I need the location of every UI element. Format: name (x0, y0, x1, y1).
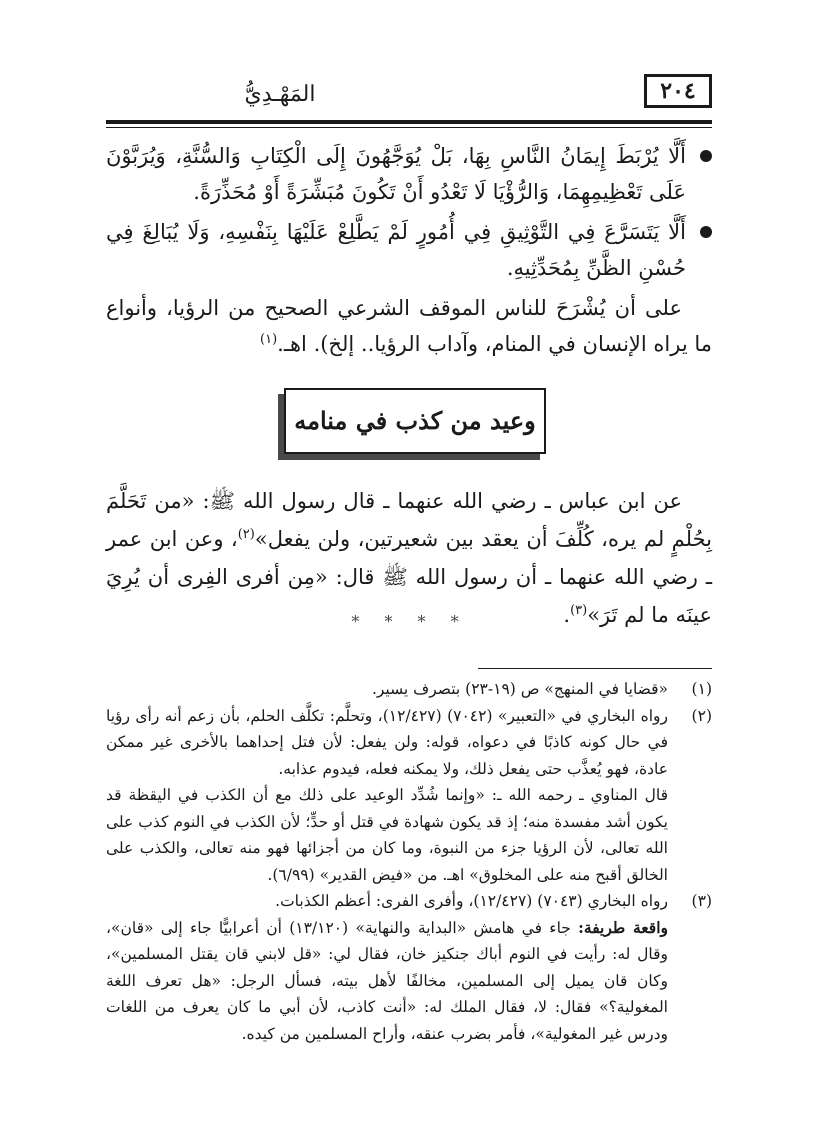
footnote-text: «قضايا في المنهج» ص (١٩-٢٣) بتصرف يسير. (371, 680, 668, 698)
footnote-ref[interactable]: (٣) (570, 603, 588, 618)
bullet-item (106, 138, 712, 210)
header-rule-thin (106, 127, 712, 128)
footnote-story (106, 915, 712, 1048)
footnote-ref[interactable]: (١) (260, 332, 278, 347)
paragraph-text: على أن يُشْرَحَ للناس الموقف الشرعي الصحيح من الرؤيا، وأنواع ما يراه الإنسان في المنام، وآداب الرؤيا.. إلخ). اهـ. (106, 296, 712, 356)
footnote-text: رواه البخاري (٧٠٤٣) (١٢/٤٢٧)، وأفرى الفرى: أعظم الكذبات. (275, 892, 668, 910)
paragraph-text: عن ابن عباس ـ رضي الله عنهما ـ قال رسول الله ﷺ: «من تَحَلَّمَ بِحُلْمٍ لم يره، كُلِّفَ أن يعقد بين شعيرتين، ولن يفعل» (106, 489, 712, 551)
section-title-frame (278, 388, 550, 462)
page-number: ٢٠٤ (644, 74, 712, 108)
paragraph-text: ، وعن ابن عمر ـ رضي الله عنهما ـ أن رسول الله ﷺ قال: «مِن أفرى الفِرى أن يُرِيَ عينَه ما لم تَرَ» (106, 527, 712, 627)
running-title: المَهْـدِيُّ (244, 82, 316, 107)
footnote-continuation: قال المناوي ـ رحمه الله ـ: «وإنما شُدِّد الوعيد على ذلك مع أن الكذب في اليقظة قد يكون أشد مفسدة منه؛ إذ قد يكون شهادة في قتل أو حدٍّ؛ لأن الكذب في النوم كذب على الله تعالى، لأن الرؤيا جزء من النبوة، وما كان من أجزائها فهو منه تعالى، والكذب على الخالق أقبح منه على المخلوق» اهـ. من «فيض القدير» (٦/٩٩). (106, 786, 668, 884)
story-text: جاء في هامش «البداية والنهاية» (١٣/١٢٠) أن أعرابيًّا جاء إلى «قان»، وقال له: رأيت في النوم أباك جنكيز خان، فقال لي: «قل لابني قان يقتل المسلمين»، وكان قان يميل إلى المسلمين، مخالفًا لأهل بيته، فسأل الرجل: «هل تعرف اللغة المغولية؟» فقال: لا، فقال الملك له: «أنت كاذب، لأن أبي ما كان يعرف من اللغات ودرس غير المغولية»، فأمر بضرب عنقه، وأراح المسلمين من كيده. (106, 918, 668, 1043)
footnote-text: رواه البخاري في «التعبير» (٧٠٤٢) (١٢/٤٢٧)، وتحلَّم: تكلَّف الحلم، بأن زعم أنه رأى رؤيا في حال كونه كاذبًا في دعواه، قوله: ولن يفعل: لأن فتل إحداهما بالأخرى غير ممكن عادة، فهو يُعذَّب حتى يفعل ذلك، ولا يمكنه فعله، فيدوم عذابه. (106, 706, 668, 778)
paragraph-end: . (563, 603, 571, 627)
main-text (106, 138, 712, 362)
footnote-ref[interactable]: (٢) (237, 527, 255, 542)
footnote-number: (١) (691, 680, 712, 698)
footnote (106, 888, 712, 915)
paragraph (106, 290, 712, 362)
bullet-text: أَلَّا يُرْبَطَ إِيمَانُ النَّاسِ بِهَا، بَلْ يُوَجَّهُونَ إِلَى الْكِتَابِ وَالسُّنَّةِ، وَيُرَبَّوْنَ عَلَى تَعْظِيمِهِمَا، وَالرُّؤْيَا لَا تَعْدُو أَنْ تَكُونَ مُبَشِّرَةً أَوْ مُحَذِّرَةً. (106, 144, 686, 204)
bullet-item (106, 214, 712, 286)
section-title: وعيد من كذب في منامه (284, 388, 546, 454)
footnote-rule (478, 668, 712, 669)
bullet-text: أَلَّا يَتَسَرَّعَ فِي التَّوْثِيقِ فِي أُمُورٍ لَمْ يَطَّلِعْ عَلَيْهَا بِنَفْسِهِ، وَلَا يُبَالِغَ فِي حُسْنِ الظَّنِّ بِمُحَدِّثِيهِ. (106, 220, 686, 280)
footnote (106, 703, 712, 783)
header-rule-thick (106, 120, 712, 124)
story-label: واقعة طريفة: (578, 917, 668, 937)
section-separator: * * * * (351, 612, 469, 631)
footnote (106, 676, 712, 703)
footnote-number: (٣) (691, 892, 712, 910)
footnote-number: (٢) (691, 706, 712, 725)
footnotes (106, 676, 712, 1047)
bullet-dot-icon (700, 226, 712, 238)
bullet-dot-icon (700, 150, 712, 162)
